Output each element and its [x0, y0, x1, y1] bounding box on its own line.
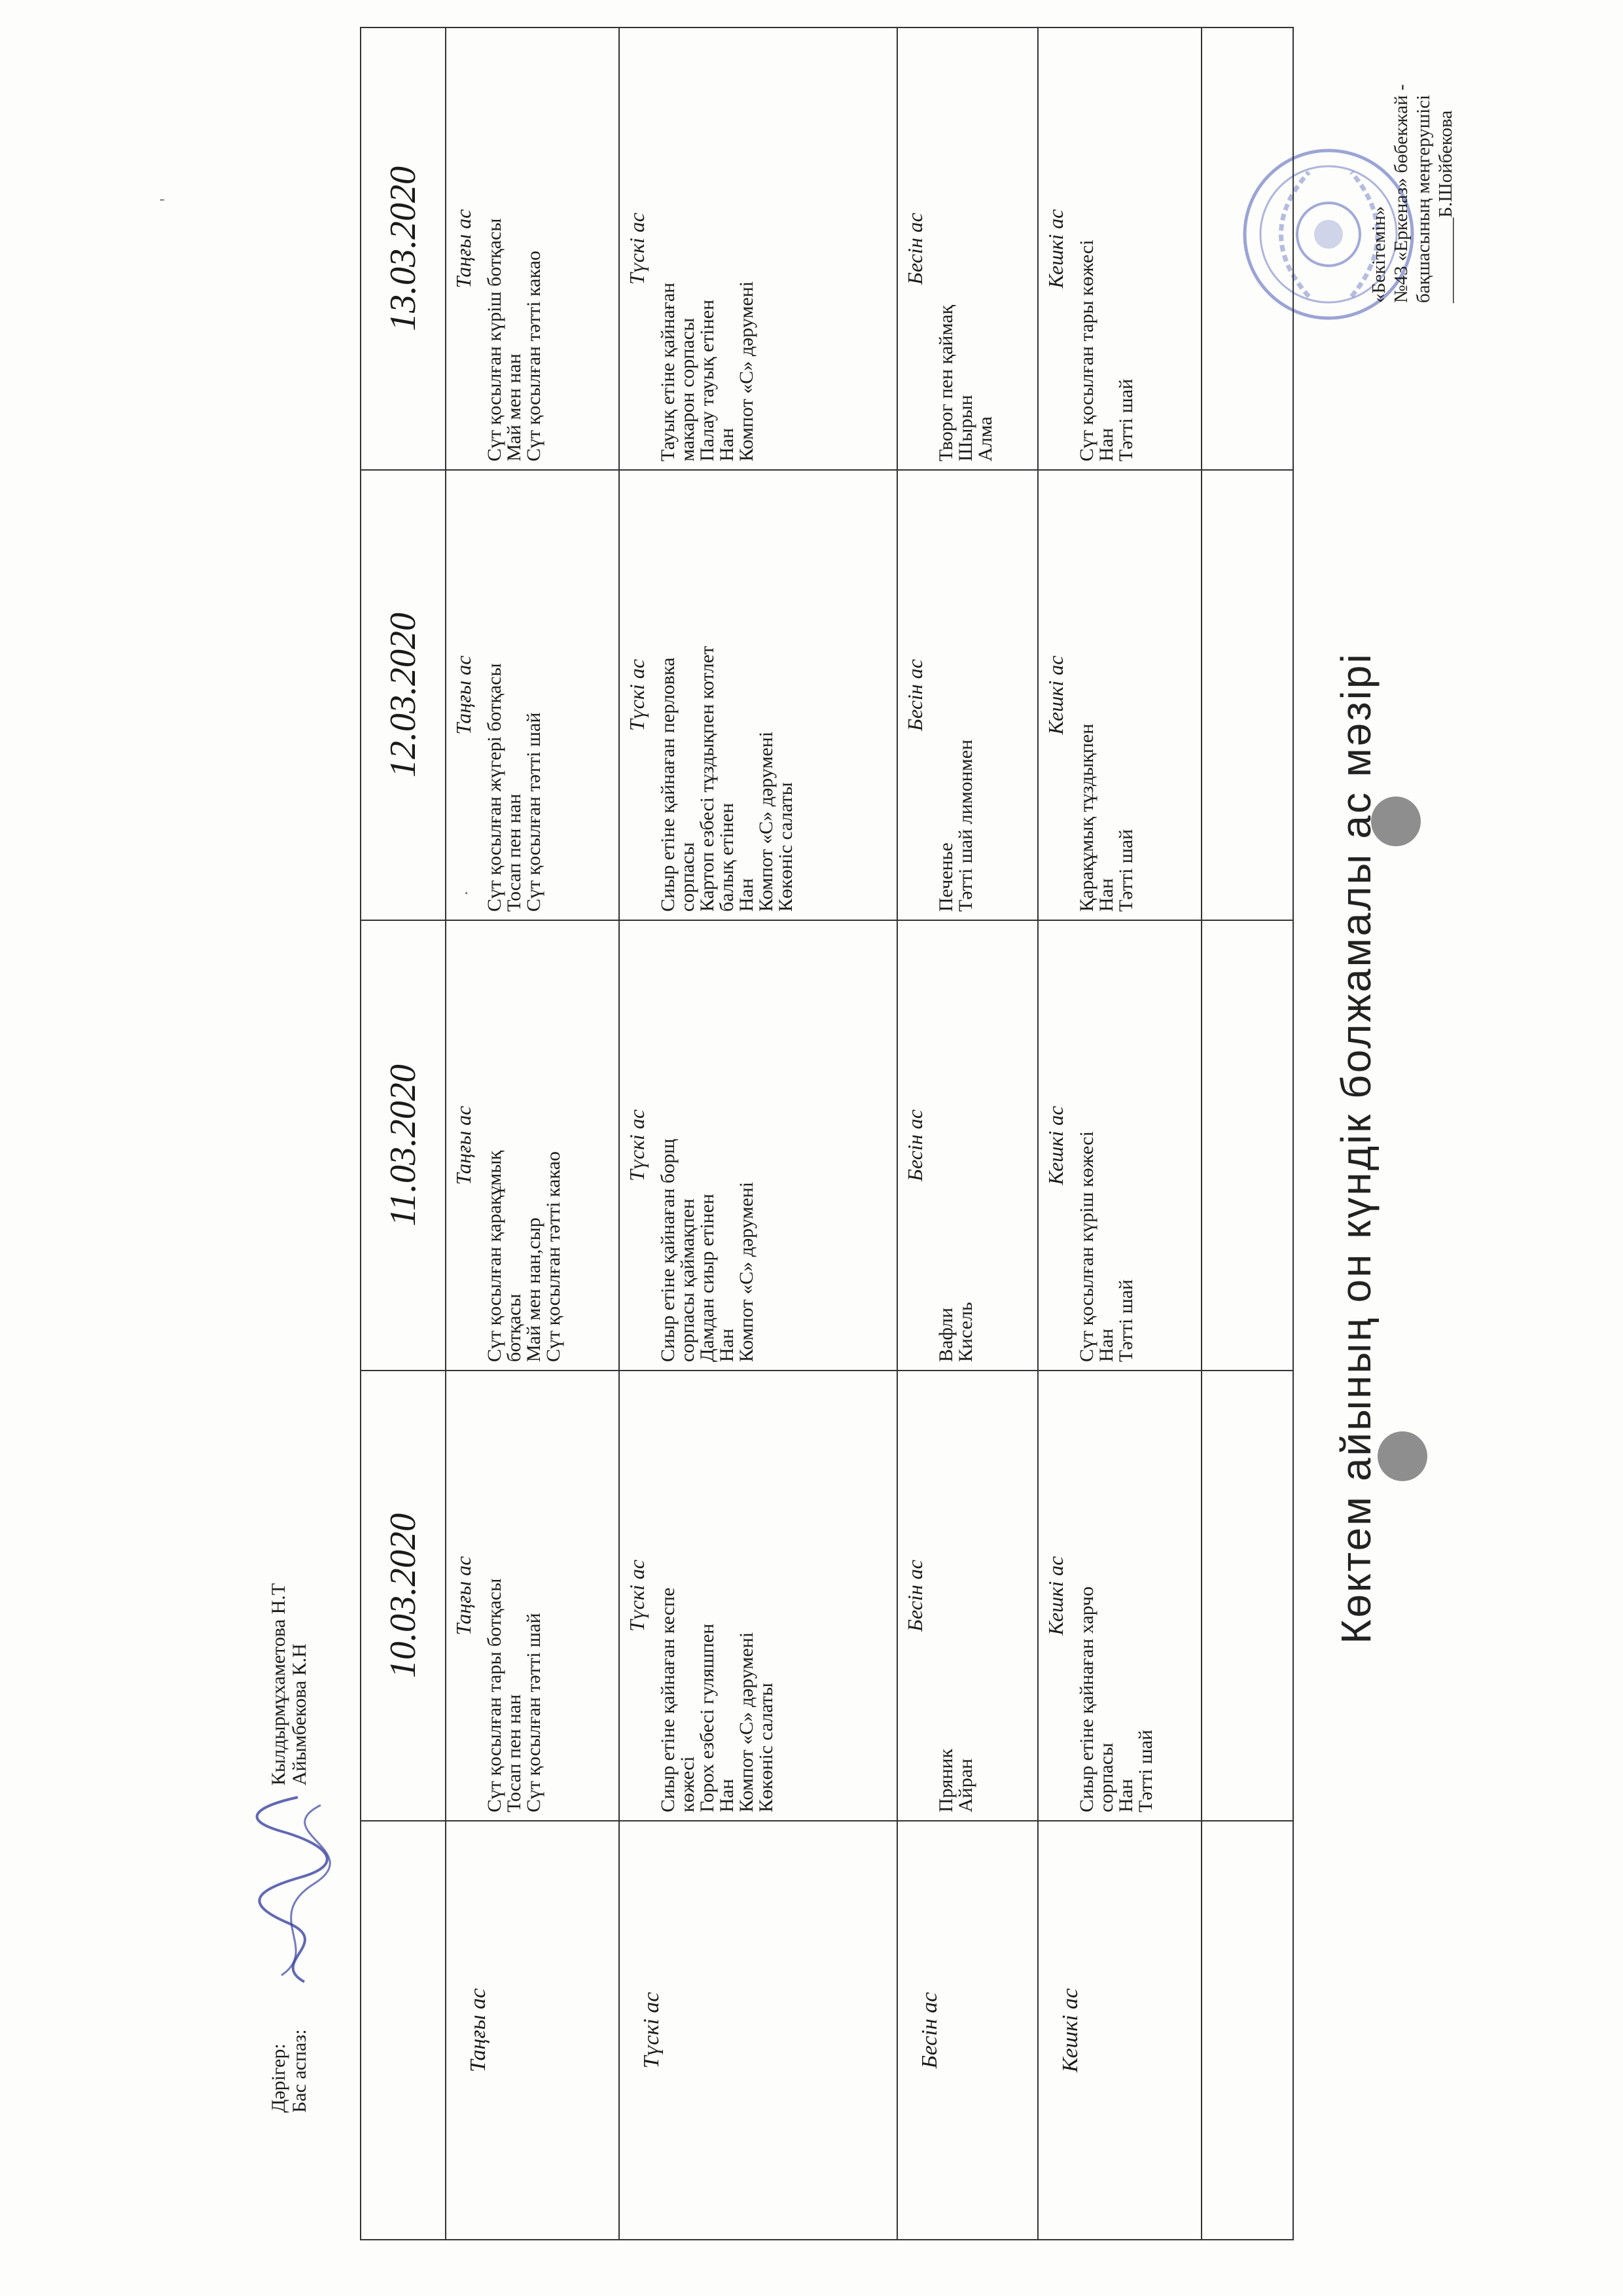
dish-item: көжесі [677, 1756, 698, 1812]
menu-cell [446, 470, 619, 920]
empty-cell [1202, 470, 1293, 920]
dish-list [658, 921, 757, 1370]
menu-cell [446, 920, 619, 1371]
menu-cell [619, 470, 897, 920]
signature-name: Кылдырмұхаметова Н.Т [268, 1583, 289, 1785]
cell-meal-heading: Кешкі ас [1044, 1556, 1067, 1636]
meal-row-lunch [619, 27, 897, 2240]
dish-item: Сүт қосылған тәтті шай [523, 1613, 544, 1812]
signature-names [268, 1583, 310, 1785]
page-title: Көктем айының он күндік болжамалы ас мәзірі [1332, 652, 1380, 1644]
dish-item: Сиыр етіне қайнаған харчо [1076, 1586, 1097, 1812]
dish-item: Сиыр етіне қайнаған кеспе [657, 1587, 679, 1812]
handwritten-signature [242, 1792, 347, 1988]
dish-list [658, 28, 757, 469]
menu-cell [897, 27, 1038, 470]
dish-item: Нан [1096, 878, 1117, 912]
scan-speck: ' [157, 198, 177, 202]
menu-cell [619, 27, 897, 470]
dish-item: Компот «С» дәрумені [736, 1181, 757, 1362]
dish-item: Вафли [935, 1307, 957, 1362]
scan-speck: . [452, 891, 472, 895]
dish-list [936, 471, 976, 920]
meal-row-snack [897, 27, 1038, 2240]
empty-cell [1202, 1371, 1293, 1821]
dish-item: Нан [716, 1778, 738, 1812]
dish-item: Сүт қосылған тары ботқасы [484, 1578, 505, 1812]
dish-item: Сүт қосылған тәтті какао [523, 251, 544, 461]
dish-item: Сүт қосылған қарақұмық [484, 1150, 505, 1362]
meal-row-breakfast [446, 27, 619, 2240]
signature-role: Дәрігер: [268, 2043, 289, 2113]
dish-list [936, 28, 995, 469]
cell-meal-heading: Түскі ас [625, 658, 649, 732]
menu-cell [1038, 27, 1202, 470]
dish-item: Көкөніс салаты [755, 1683, 777, 1812]
dish-item: макарон сорпасы [677, 317, 698, 461]
dish-item: Алма [974, 416, 996, 461]
cell-meal-heading: Таңғы ас [452, 209, 475, 289]
menu-cell [1038, 1371, 1202, 1821]
dish-item: Палау тауық етінен [696, 299, 718, 461]
cell-meal-heading: Кешкі ас [1044, 209, 1067, 289]
dish-list [1077, 1371, 1156, 1820]
dish-item: Тәтті шай [1115, 1279, 1137, 1362]
dish-item: Пряник [935, 1748, 957, 1812]
dish-item: Творог пен қаймақ [935, 304, 957, 461]
cell-meal-heading: Кешкі ас [1044, 655, 1067, 735]
dish-item: Компот «С» дәрумені [755, 731, 777, 912]
date-header: 11.03.2020 [361, 920, 446, 1371]
signature-roles [268, 2029, 310, 2113]
dish-item: Тәтті шай лимонмен [955, 739, 976, 912]
dish-item: Компот «С» дәрумені [736, 1632, 757, 1812]
signature-role: Бас аспаз: [289, 2029, 310, 2113]
dish-item: Компот «С» дәрумені [736, 281, 757, 461]
cell-meal-heading: Таңғы ас [452, 655, 475, 735]
dish-list [485, 921, 563, 1370]
menu-cell [619, 1371, 897, 1821]
dish-item: Сүт қосылған тәтті какао [543, 1151, 564, 1362]
dish-item: Картоп езбесі тұздықпен котлет [696, 645, 718, 912]
menu-cell [619, 920, 897, 1371]
dish-item: ботқасы [503, 1293, 525, 1362]
meal-row-dinner [1038, 27, 1202, 2240]
dish-item: Көкөніс салаты [775, 782, 796, 912]
dish-item: Сүт қосылған тәтті шай [523, 712, 544, 912]
dish-item: Айран [955, 1758, 976, 1812]
menu-cell [446, 27, 619, 470]
dish-item: Шырын [955, 395, 976, 461]
dish-item: Тауық етіне қайнаған [657, 282, 679, 461]
dish-item: Горох езбесі гуляшпен [696, 1623, 718, 1812]
dish-item: Нан [736, 878, 757, 912]
dish-item: Май мен нан [503, 353, 525, 461]
cell-meal-heading: Таңғы ас [452, 1105, 475, 1185]
approval-block [1368, 15, 1457, 303]
date-header: 10.03.2020 [361, 1371, 446, 1821]
approval-line: «Бекітемін» [1368, 206, 1389, 303]
dish-item: Печенье [935, 842, 957, 912]
cell-meal-heading: Түскі ас [625, 212, 649, 285]
dates-row [361, 27, 446, 2240]
dish-item: Тәтті шай [1115, 378, 1137, 461]
date-header: 13.03.2020 [361, 27, 446, 470]
approval-signature-line: _________Б.Шойбекова [1435, 110, 1456, 303]
dish-item: Сүт қосылған тары көжесі [1076, 240, 1097, 461]
cell-meal-heading: Бесін ас [903, 213, 927, 285]
dish-item: сорпасы [1096, 1742, 1117, 1812]
dish-item: Тәтті шай [1135, 1729, 1156, 1812]
cell-meal-heading: Таңғы ас [452, 1556, 475, 1636]
meal-label: Кешкі ас [1038, 1821, 1202, 2240]
menu-cell [897, 920, 1038, 1371]
dish-item: Нан [1115, 1778, 1137, 1812]
dish-item: Сиыр етіне қайнаған перловка [657, 657, 679, 912]
cell-meal-heading: Кешкі ас [1044, 1105, 1067, 1185]
empty-cell [1202, 27, 1293, 470]
dish-list [936, 1371, 976, 1820]
cell-meal-heading: Түскі ас [625, 1109, 649, 1182]
dish-item: балық етінен [716, 802, 738, 912]
punch-hole-left [1378, 1431, 1427, 1481]
signature-name: Айымбекова К.Н [289, 1643, 310, 1785]
empty-cell [1202, 1821, 1293, 2240]
dish-item: Сүт қосылған күріш ботқасы [484, 218, 505, 461]
dish-item: Нан [1096, 1328, 1117, 1362]
dish-item: Нан [716, 427, 738, 461]
menu-cell [1038, 470, 1202, 920]
meal-label: Бесін ас [897, 1821, 1038, 2240]
dish-item: Тосап пен нан [503, 1694, 525, 1812]
dish-list [658, 1371, 776, 1820]
dish-item: Тосап пен нан [503, 793, 525, 912]
dish-item: Нан [716, 1328, 738, 1362]
cell-meal-heading: Бесін ас [903, 1109, 927, 1181]
meal-label: Түскі ас [619, 1821, 897, 2240]
menu-cell [446, 1371, 619, 1821]
dish-list [1077, 471, 1136, 920]
dish-item: Қарақұмық тұздықпен [1076, 723, 1097, 912]
dish-item: Май мен нан,сыр [523, 1217, 544, 1362]
dish-list [485, 471, 544, 920]
dish-list [936, 921, 976, 1370]
menu-cell [1038, 920, 1202, 1371]
menu-table [360, 27, 1294, 2240]
approval-line: бақшасының меңгерушісі [1413, 94, 1434, 303]
dish-item: Сиыр етіне қайнаған борщ [657, 1138, 679, 1362]
dish-item: сорпасы [677, 842, 698, 912]
dish-item: Сүт қосылған күріш көжесі [1076, 1131, 1097, 1362]
dish-list [658, 471, 796, 920]
cell-meal-heading: Бесін ас [903, 659, 927, 731]
dish-list [1077, 28, 1136, 469]
cell-meal-heading: Түскі ас [625, 1559, 649, 1632]
approval-line: №43 «Еркеназ» бөбекжай - [1391, 84, 1412, 303]
menu-cell [897, 1371, 1038, 1821]
menu-cell [897, 470, 1038, 920]
empty-cell [1202, 920, 1293, 1371]
dish-list [1077, 921, 1136, 1370]
dish-item: Кисель [955, 1302, 976, 1362]
empty-row [1202, 27, 1293, 2240]
cell-meal-heading: Бесін ас [903, 1560, 927, 1632]
dish-item: Дамдан сиыр етінен [696, 1193, 718, 1362]
date-header: 12.03.2020 [361, 470, 446, 920]
dish-list [485, 28, 544, 469]
dish-item: Сүт қосылған жүгері ботқасы [484, 663, 505, 912]
meal-label: Таңғы ас [446, 1821, 619, 2240]
corner-cell [361, 1821, 446, 2240]
dish-list [485, 1371, 544, 1820]
dish-item: Нан [1096, 427, 1117, 461]
dish-item: сорпасы қаймақпен [677, 1198, 698, 1362]
dish-item: Тәтті шай [1115, 829, 1137, 912]
